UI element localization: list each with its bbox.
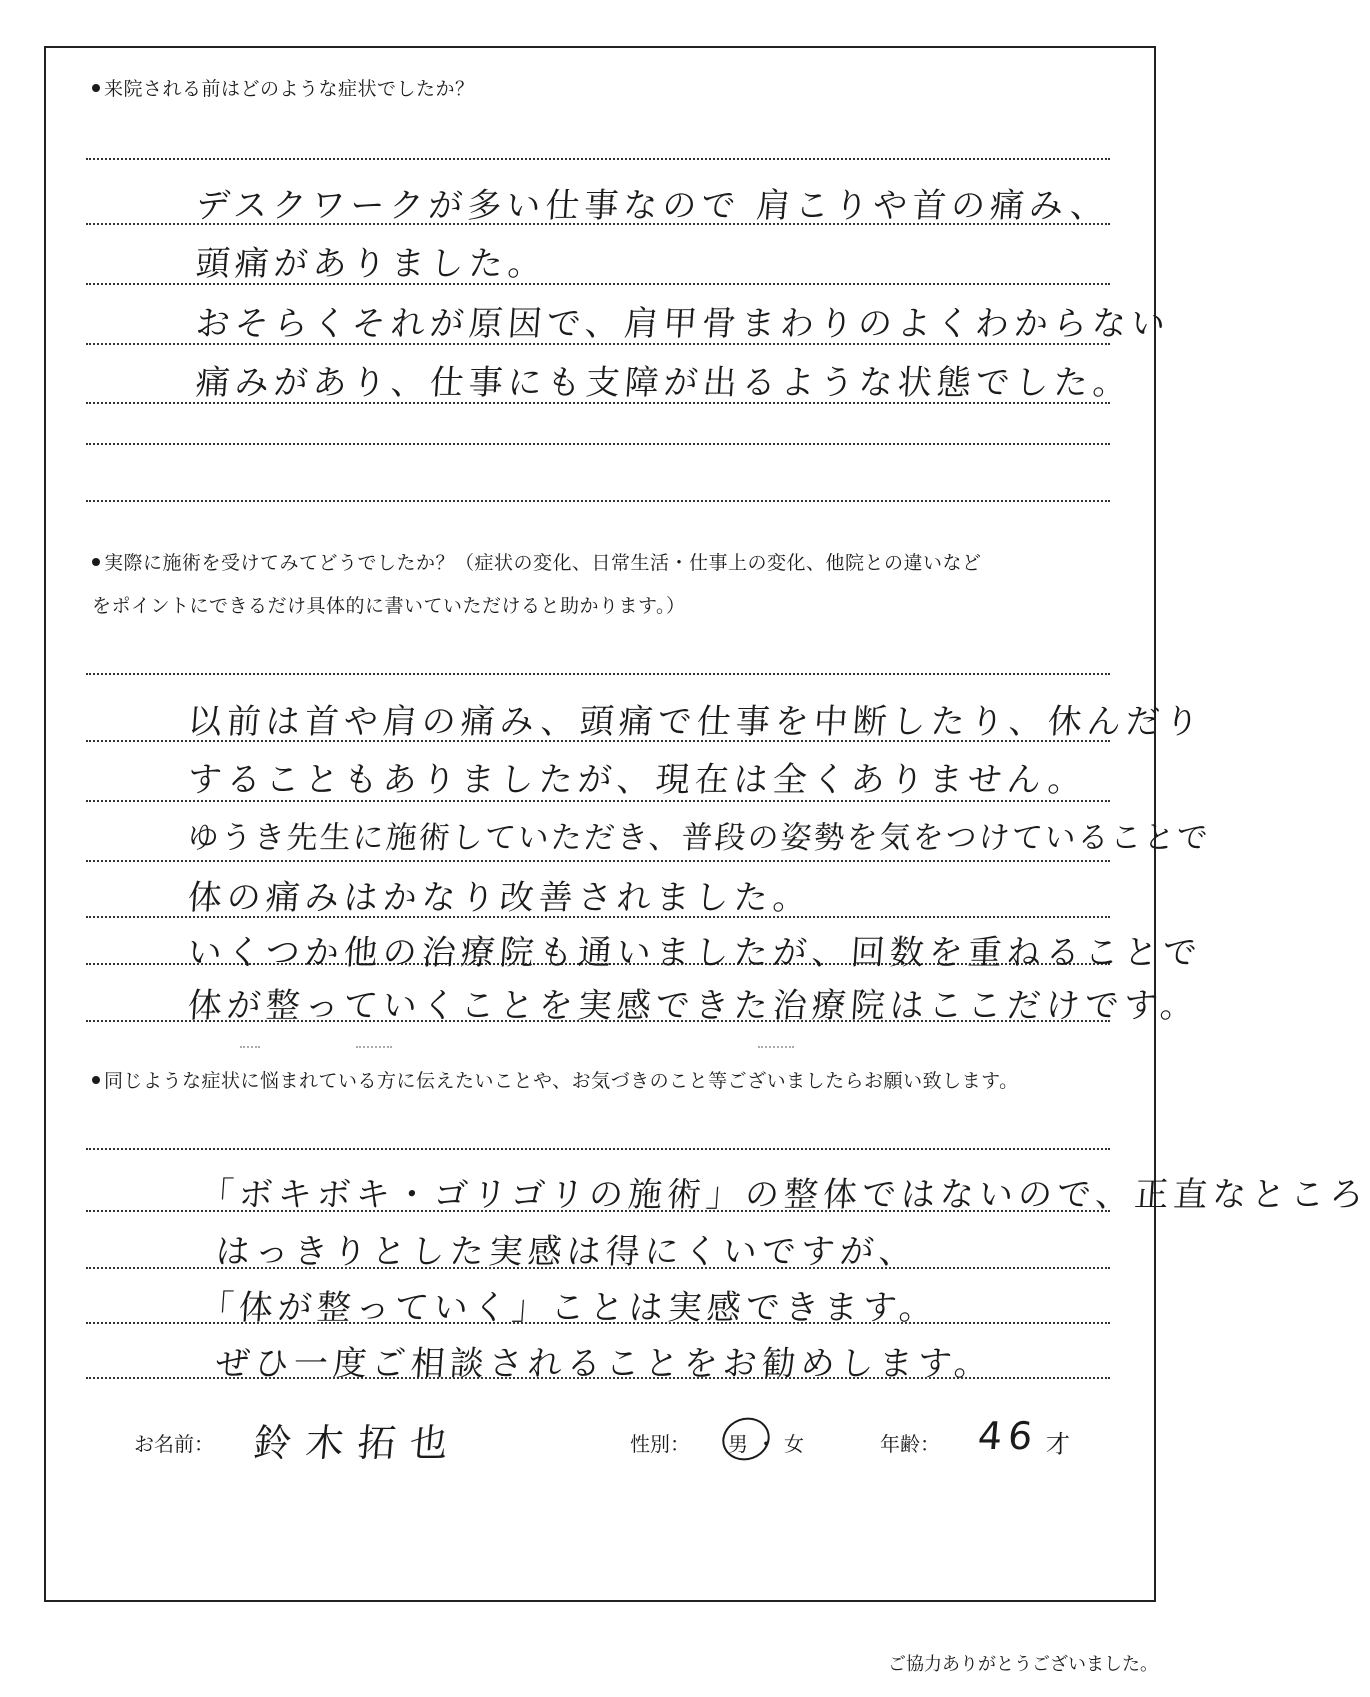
answer-3-line: はっきりとした実感は得にくいですが、 bbox=[214, 1232, 920, 1272]
answer-2-line: 体の痛みはかなり改善されました。 bbox=[186, 878, 814, 918]
smudge-mark bbox=[240, 1046, 260, 1048]
age-unit: 才 bbox=[1046, 1430, 1070, 1458]
answer-3-line: ぜひ一度ご相談されることをお勧めします。 bbox=[214, 1344, 995, 1384]
name-label: お名前： bbox=[134, 1432, 214, 1456]
answer-2-line: いくつか他の治療院も通いましたが、回数を重ねることで bbox=[186, 933, 1204, 973]
answer-rule bbox=[86, 860, 1110, 862]
question-3-text: 同じような症状に悩まれている方に伝えたいことや、お気づきのこと等ございましたらお願い致します。 bbox=[104, 1070, 1019, 1092]
smudge-mark bbox=[758, 1046, 794, 1048]
gender-label: 性別： bbox=[630, 1432, 690, 1456]
answer-rule bbox=[86, 1148, 1110, 1150]
answer-rule bbox=[86, 158, 1110, 160]
answer-2-line: 以前は首や肩の痛み、頭痛で仕事を中断したり、休んだり bbox=[186, 702, 1206, 742]
age-value: 46 bbox=[976, 1414, 1041, 1458]
bullet-icon bbox=[92, 1076, 100, 1084]
answer-3-line: 「体が整っていく」ことは実感できます。 bbox=[198, 1288, 940, 1328]
thanks-message: ご協力ありがとうございました。 bbox=[888, 1654, 1158, 1675]
age-label: 年齢： bbox=[880, 1432, 940, 1456]
question-1-text: 来院される前はどのような症状でしたか？ bbox=[104, 78, 475, 100]
question-2-continued: をポイントにできるだけ具体的に書いていただけると助かります。） bbox=[92, 595, 686, 617]
answer-1-line: 痛みがあり、仕事にも支障が出るような状態でした。 bbox=[194, 363, 1134, 403]
answer-2-line: することもありましたが、現在は全くありません。 bbox=[186, 760, 1089, 800]
answer-2-line: 体が整っていくことを実感できた治療院はここだけです。 bbox=[186, 986, 1201, 1026]
answer-rule bbox=[86, 500, 1110, 502]
answer-1-line: 頭痛がありました。 bbox=[194, 244, 549, 284]
bullet-icon bbox=[92, 84, 100, 92]
name-value: 鈴木拓也 bbox=[251, 1421, 464, 1465]
answer-1-line: デスクワークが多い仕事なので 肩こりや首の痛み、 bbox=[194, 186, 1111, 226]
question-2-text: 実際に施術を受けてみてどうでしたか？（症状の変化、日常生活・仕事上の変化、他院との違いなど bbox=[104, 552, 982, 574]
question-1 bbox=[92, 74, 475, 101]
question-2 bbox=[92, 548, 982, 575]
smudge-mark bbox=[356, 1046, 392, 1048]
answer-3-line: 「ボキボキ・ゴリゴリの施術」の整体ではないので、正直なところ bbox=[198, 1175, 1370, 1215]
question-3 bbox=[92, 1066, 1019, 1093]
answer-1-line: おそらくそれが原因で、肩甲骨まわりのよくわからない bbox=[194, 304, 1172, 344]
gender-option-female: 女 bbox=[784, 1432, 804, 1456]
answer-rule bbox=[86, 673, 1110, 675]
gender-separator: ・ bbox=[756, 1432, 776, 1456]
bullet-icon bbox=[92, 558, 100, 566]
answer-2-line: ゆうき先生に施術していただき、普段の姿勢を気をつけていることで bbox=[186, 820, 1211, 856]
answer-rule bbox=[86, 443, 1110, 445]
gender-option-male: 男 bbox=[728, 1432, 748, 1456]
